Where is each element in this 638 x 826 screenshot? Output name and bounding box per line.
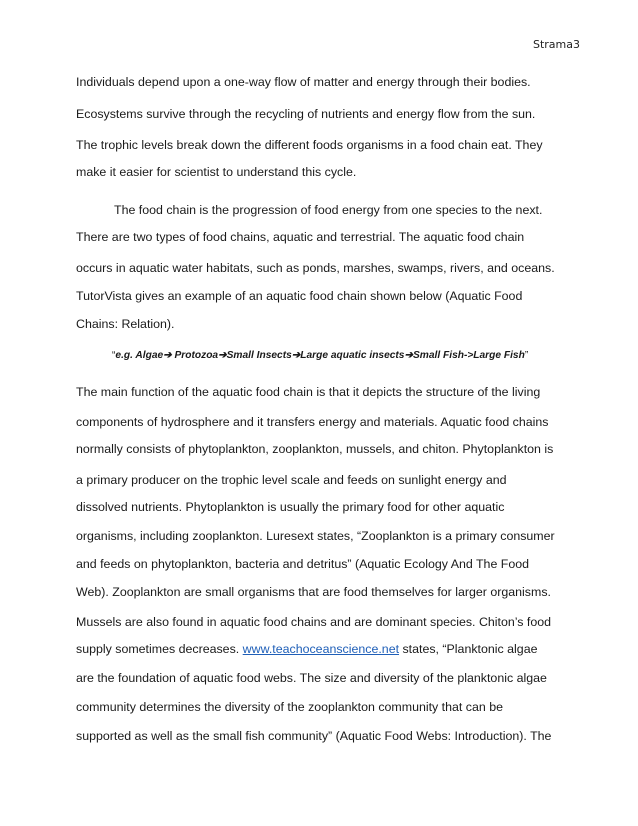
paragraph-line: Chains: Relation). bbox=[76, 317, 175, 331]
open-quote: “ bbox=[112, 350, 116, 361]
paragraph-line: a primary producer on the trophic level scale and feeds on sunlight energy and bbox=[76, 473, 507, 487]
food-chain-example bbox=[112, 349, 528, 363]
paragraph-line-with-link bbox=[76, 641, 537, 657]
paragraph-line: supported as well as the small fish community” (Aquatic Food Webs: Introduction). The bbox=[76, 729, 552, 743]
paragraph-line: dissolved nutrients. Phytoplankton is usually the primary food for other aquatic bbox=[76, 500, 505, 514]
close-quote: ” bbox=[524, 350, 529, 361]
paragraph-line: components of hydrosphere and it transfers energy and materials. Aquatic food chains bbox=[76, 415, 549, 429]
paragraph-line: The trophic levels break down the different foods organisms in a food chain eat. They bbox=[76, 138, 543, 152]
food-chain-text: e.g. Algae➔ Protozoa➔Small Insects➔Large aquatic insects➔Small Fish->Large Fish bbox=[115, 350, 525, 361]
paragraph-line: and feeds on phytoplankton, bacteria and detritus” (Aquatic Ecology And The Food bbox=[76, 557, 530, 571]
paragraph-line: TutorVista gives an example of an aquatic food chain shown below (Aquatic Food bbox=[76, 289, 523, 303]
link-line-after: states, “Planktonic algae bbox=[399, 642, 538, 656]
paragraph-line: make it easier for scientist to understand this cycle. bbox=[76, 165, 357, 179]
paragraph-line: Individuals depend upon a one-way flow of matter and energy through their bodies. bbox=[76, 75, 531, 89]
paragraph-line: Ecosystems survive through the recycling of nutrients and energy flow from the sun. bbox=[76, 107, 536, 121]
link-line-before: supply sometimes decreases. bbox=[76, 642, 243, 656]
paragraph-line: community determines the diversity of the zooplankton community that can be bbox=[76, 700, 503, 714]
paragraph-line: occurs in aquatic water habitats, such as ponds, marshes, swamps, rivers, and oceans. bbox=[76, 261, 555, 275]
paragraph-line: are the foundation of aquatic food webs. The size and diversity of the planktonic algae bbox=[76, 671, 547, 685]
paragraph-line: Mussels are also found in aquatic food chains and are dominant species. Chiton’s food bbox=[76, 615, 552, 629]
paragraph-line: There are two types of food chains, aquatic and terrestrial. The aquatic food chain bbox=[76, 230, 525, 244]
paragraph-line: organisms, including zooplankton. Luresext states, “Zooplankton is a primary consumer bbox=[76, 529, 555, 543]
running-head: Strama3 bbox=[532, 38, 580, 51]
teachoceanscience-link[interactable]: www.teachoceanscience.net bbox=[242, 642, 400, 656]
paragraph-line: The food chain is the progression of food energy from one species to the next. bbox=[114, 203, 543, 217]
paragraph-line: Web). Zooplankton are small organisms that are food themselves for larger organisms. bbox=[76, 585, 551, 599]
paragraph-line: The main function of the aquatic food chain is that it depicts the structure of the living bbox=[76, 385, 541, 399]
paragraph-line: normally consists of phytoplankton, zooplankton, mussels, and chiton. Phytoplankton is bbox=[76, 442, 554, 456]
